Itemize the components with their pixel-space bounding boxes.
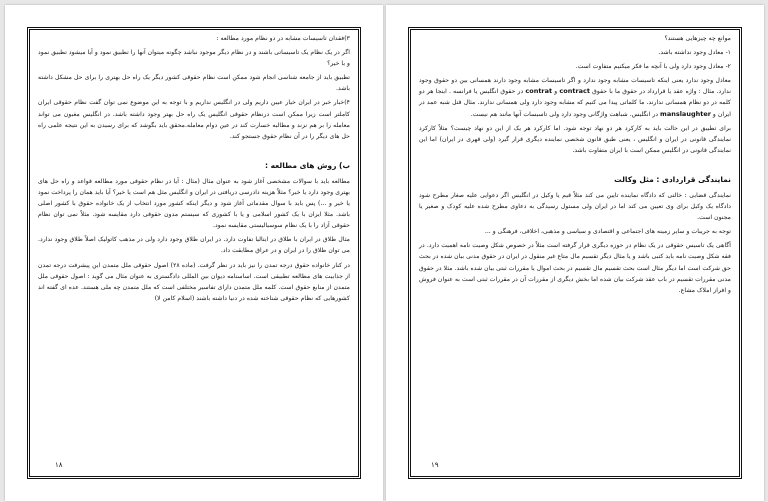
paragraph: مثال طلاق در ایران با طلاق در ایتالیا تفاوت دارد. در ایران طلاق وجود دارد ولی در مذهب کاتولیک اصلاً طلاق وجود ندارد. می توان طلاق را در ایران و در عراق مطابقت داد. <box>38 236 350 255</box>
paragraph: نمایندگی قضایی : خالتی که دادگاه نماینده تایین می کند مثلاً قیم یا وکیل در انگلیس اگر دعوایی علیه صغار مطرح شود دادگاه یک وکیل برای وی تعیین می کند اما در ایران ولی مستول رسیدگی به دعاوی مطرح شده علیه کودک و صغیر یا مجنون است. <box>419 191 731 222</box>
page-text-body <box>38 33 350 307</box>
text-run: در حقوق انگلیس یا فرانسه . اینجا هر دو کلمه در دو نظام همسانی ندارند. ما کلماتی پیدا می کنیم که مشابه وجود دارد ولی همسانی ندارند. مثال قتل شبه عمد در ایران و <box>419 88 731 118</box>
paragraph: ۱- معادل وجود نداشته باشد. <box>658 49 731 57</box>
paragraph: مطالعه باید با سوالات مشخصی آغاز شود به عنوان مثال (مثال : آیا در نظام حقوقی مورد مطالعه قواعد و راه حل های بهتری وجود دارد یا خیر؟ مثلاً هزینه دادرسی دریافتی در ایران و انگلیس مثل هم است یا خیر؟ آیا باید همان را پرداخت نمود یا خیر و ...) پس باید با سوال مقدماتی آغاز شود و دیگر اینکه کشور مورد انتخاب از یک خانواده حقوق با کشور اصلی باشد. مثلا ایران با یک کشور اسلامی و یا با کشوری که سیستم مدون حقوقی دارد مقایسه شود. مثلاً نمی توان نظام حقوقی آزاد را با یک نظام سوسیالیستی مقایسه نمود. <box>38 177 350 230</box>
term-contract: contract <box>559 87 590 96</box>
paragraph: آگاهی یک تاسیس حقوقی در یک نظام در حوزه دیگری قرار گرفته است مثلاً در خصوص شکل وصیت نامه اهمیت دارد. در فقه شکل وصیت نامه باید کتبی باشد و یا مثال دیگر تقسیم مال متاع غیر منقول در ایران در حقوق مدنی بیان شده در بحث حق شرکت است اما دیگر مثال است بحث تقسیم مال تقسیم در بحث اموال یا مقررات ثبتی بیان شده باشد. مثلا در حقوق مدنی مقررات تقسیم در باب عقد شرکت بیان شده اما بخش دیگری از مقررات آن در مقررات ثبتی است به عنوان فروش و افراز املاک مشاع. <box>419 242 731 294</box>
page-number: ۱۸ <box>55 461 63 469</box>
section-heading: ب) روش های مطالعه : <box>265 160 350 170</box>
paragraph: موانع چه چیزهایی هستند؟ <box>664 35 731 42</box>
paragraph: ۳)فقدان تاسیسات مشابه در دو نظام مورد مطالعه : <box>216 35 350 42</box>
paragraph: ۴)خبار خبر در ایران خیار عیبن داریم ولی در انگلیس نداریم و با توجه به این موضوع نمی توان گفت نظام حقوقی ایران کاملتر است زیرا ممکن است درنظام حقوقی انگلیس یک راه حل بهتر وجود داشته باشد. در انگلیس مغبون می تواند معامله را بر هم نزند و مطالبه خسارت کند در عین دوام معامله.محقق باید بگوشد که برای رسیدن به این نتیجه علمی راه حل های دیگر را در آن نظام حقوق جستجو کند. <box>38 99 350 140</box>
page-number: ۱۹ <box>431 461 439 469</box>
text-run: و <box>552 88 560 96</box>
page-text-body <box>419 33 731 299</box>
section-heading: نمایندگی قراردادی : مثل وکالت <box>614 174 731 184</box>
paragraph <box>419 75 731 119</box>
document-page-left <box>5 5 383 501</box>
paragraph: تطبیق باید از جامعه شناسی انجام شود ممکن است نظام حقوقی کشور دیگر یک راه حل بهتری را برای حل مشکل داشته باشد. <box>38 74 350 93</box>
paragraph: توجه به جریبات و سایر زمینه های اجتماعی و اقتصادی و سیاسی و مذهبی، اخلاقی، فرهنگی و ... <box>484 228 731 236</box>
paragraph: برای تطبیق در این حالت باید به کارکرد هر دو نهاد توجه شود. اما کارکرد هر یک از این دو نهاد چیست؟ مثلاً کارکرد نمایندگی قانونی در ایران و انگلیس ، یعنی طبق قانون شخصی نماینده دیگری قرار گیرد (ولی قهری در ایران) اما این نمایندگی قانونی در انگلیس ممکن است با ایران متفاوت باشد. <box>419 124 731 154</box>
paragraph: اگر در یک نظام یک تاسیساتی باشند و در نظام دیگر موجود نباشد چگونه میتوان آنها را تطبیق نمود و آیا میشود تطبیق نمود و یا خیر؟ <box>38 49 350 68</box>
term-manslaughter: manslaughter <box>660 109 711 118</box>
paragraph: در کنار خانواده حقوق درجه تمدن را نیز باید در نظر گرفت. (ماده ۲۸) اصول حقوقی ملل متمدن این پیشرفت درجه تمدن از جذابیت های مطالعه تطبیقی است. اساسنامه دیوان بین المللی دادگستری به عنوان مثال می گوید : اصول حقوقی ملل متمدن از منابع حقوق است. کلمه ملل متمدن دارای تفاسیر مختلفی است که ملل متمدن چه ملی هستند. عده ای گفته اند کشورهایی که نظام حقوقی شناخته شده در دنیا داشته باشند (اسلام کامن لا) <box>38 261 350 302</box>
paragraph: ۲- معادل وجود دارد ولی با آنچه ما فکر میکنیم متفاوت است. <box>575 63 731 71</box>
text-run: معادل وجود ندارد یعنی اینکه تاسیسات مشابه وجود ندارد و اگر تاسیسات مشابه وجود دارند همسانی بین دو حقوق وجود ندارد. مثال : واژه عقد یا قرارداد در حقوق ما با حقوق <box>419 77 731 96</box>
document-page-right <box>386 5 764 501</box>
text-run: در انگلیس. شباهت واژگانی وجود دارد ولی تاسیسات آنها مانند هم نیست. <box>470 110 661 118</box>
term-contrat: contrat <box>525 87 553 96</box>
